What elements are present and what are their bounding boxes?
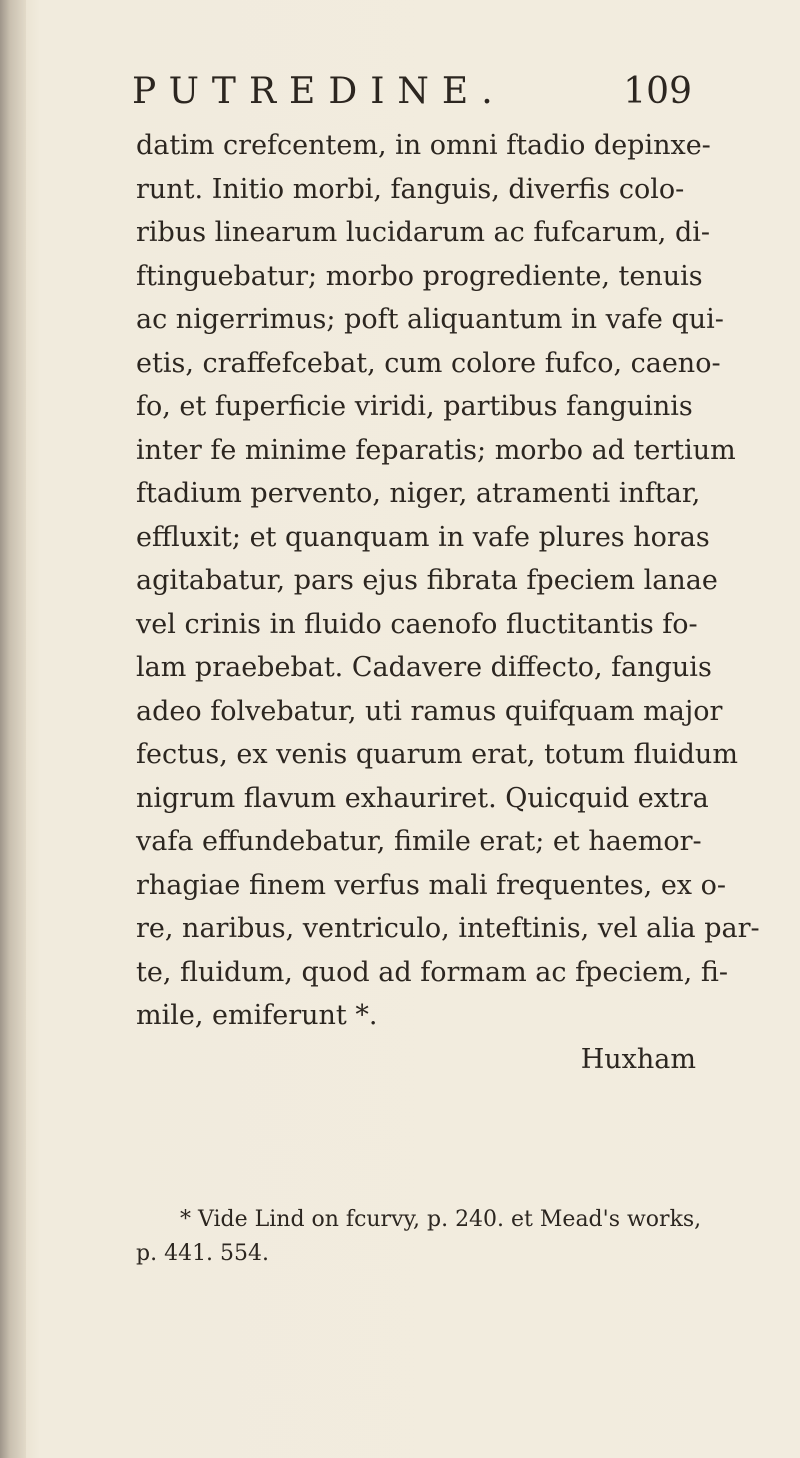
text-line: adeo folvebatur, uti ramus quifquam major	[136, 695, 723, 727]
running-title: PUTREDINE.	[132, 71, 506, 112]
text-line: nigrum flavum exhauriret. Quicquid extra	[136, 782, 709, 814]
text-line: vel crinis in fluido caenofo fluctitantis fo-	[136, 608, 698, 640]
text-line: fectus, ex venis quarum erat, totum fluidum	[136, 739, 738, 770]
page-number: 109	[623, 71, 692, 112]
text-line: rhagiae finem verfus mali frequentes, ex o-	[136, 869, 726, 901]
footnote-line: * Vide Lind on fcurvy, p. 240. et Mead's works,	[180, 1207, 702, 1232]
text-line: runt. Initio morbi, fanguis, diverfis colo-	[136, 173, 685, 205]
text-line: effluxit; et quanquam in vafe plures horas	[136, 521, 710, 553]
page-binding-edge	[0, 0, 26, 1458]
catchword: Huxham	[580, 1043, 696, 1075]
text-line: inter fe minime feparatis; morbo ad tertium	[136, 434, 736, 466]
footnote	[136, 1203, 702, 1271]
text-line: ftadium pervento, niger, atramenti inftar,	[136, 478, 701, 509]
text-line: mile, emiferunt *.	[136, 1000, 378, 1031]
text-line: agitabatur, pars ejus fibrata fpeciem lanae	[136, 565, 718, 596]
text-line: ac nigerrimus; poft aliquantum in vafe qui-	[136, 304, 724, 335]
text-line: fo, et fuperficie viridi, partibus fanguinis	[136, 391, 693, 422]
text-line: lam praebebat. Cadavere diffecto, fanguis	[136, 652, 712, 683]
text-line: etis, craffefcebat, cum colore fufco, caeno-	[136, 347, 721, 379]
text-line: te, fluidum, quod ad formam ac fpeciem, fi-	[136, 956, 728, 988]
text-line: vafa effundebatur, fimile erat; et haemor-	[136, 826, 702, 857]
footnote-line: p. 441. 554.	[136, 1241, 270, 1266]
text-line: re, naribus, ventriculo, inteftinis, vel alia par-	[136, 913, 760, 944]
page-header	[132, 66, 692, 118]
body-text	[136, 124, 760, 1081]
text-line: ribus linearum lucidarum ac fufcarum, di-	[136, 217, 711, 248]
text-line: datim crefcentem, in omni ftadio depinxe-	[136, 130, 711, 161]
text-line: ftinguebatur; morbo progrediente, tenuis	[136, 260, 703, 292]
